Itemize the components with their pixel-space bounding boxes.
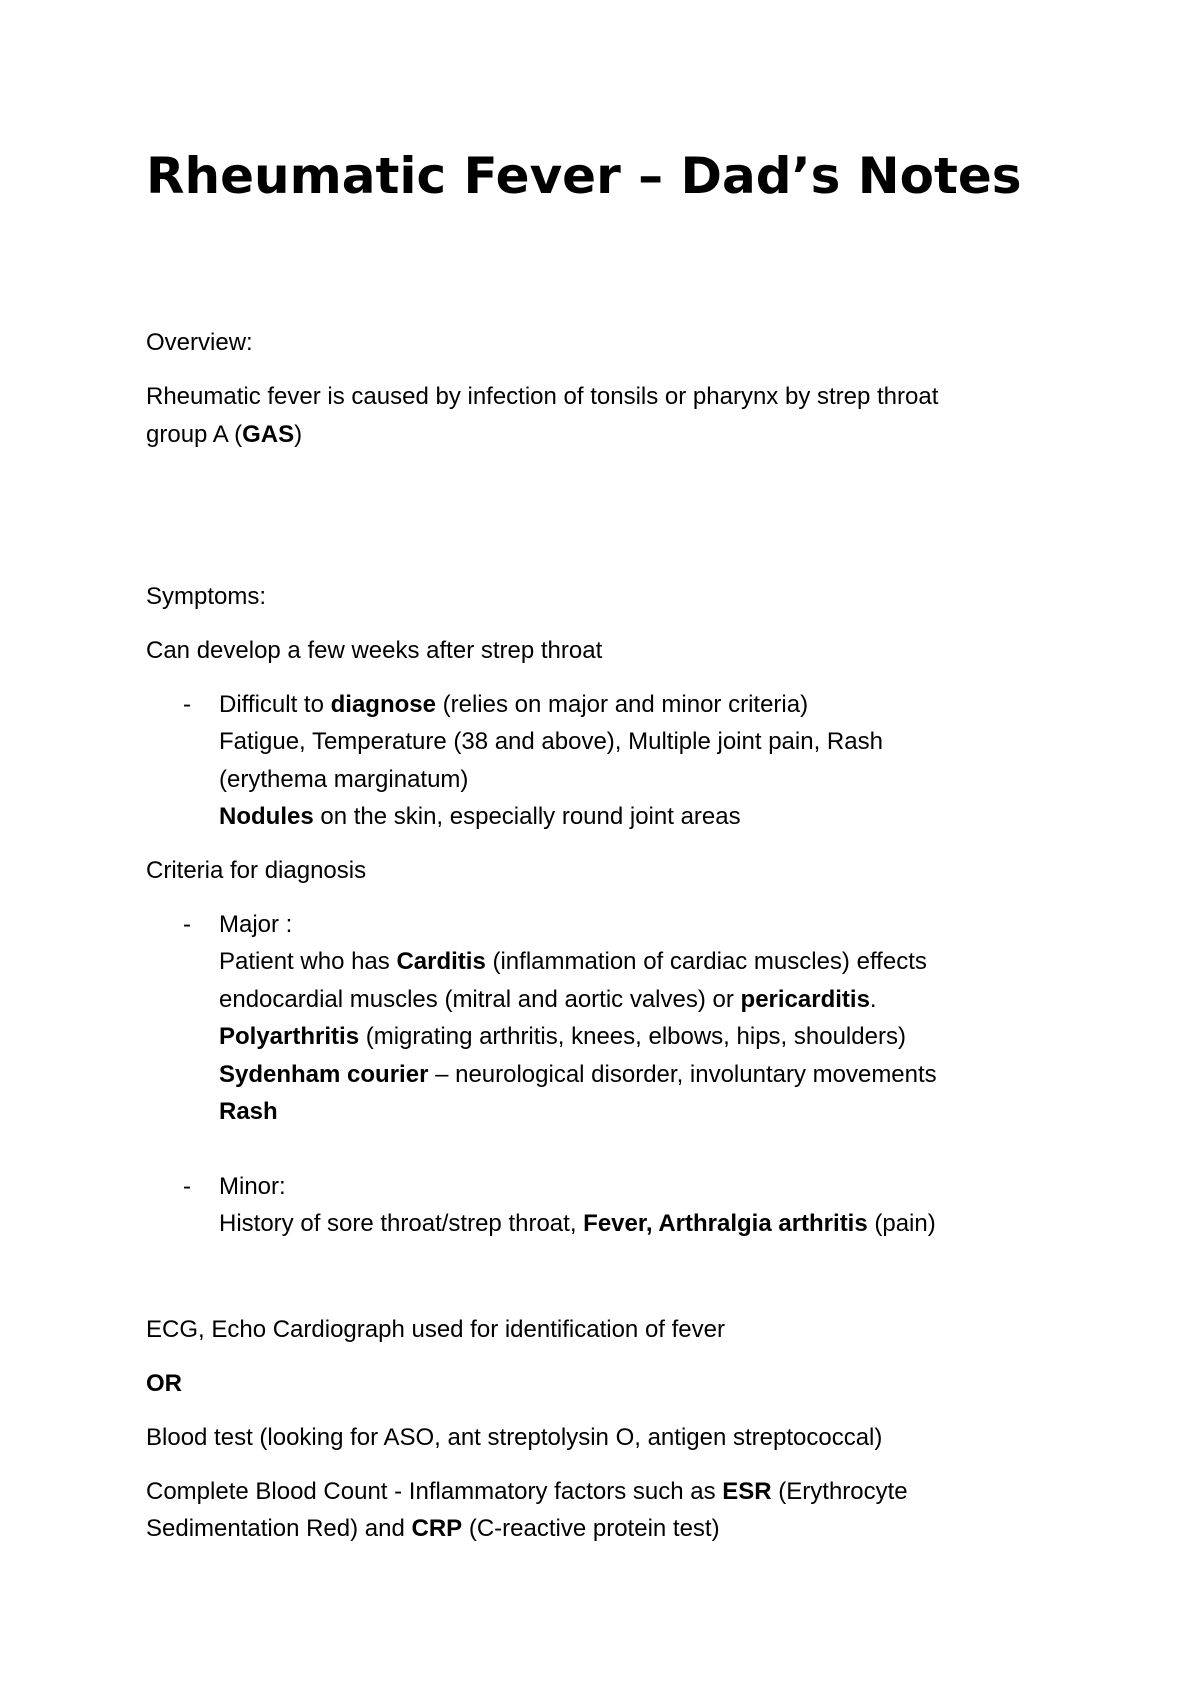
minor-dash: - [183, 1173, 191, 1200]
ecg-line: ECG, Echo Cardiograph used for identification of fever [146, 1316, 725, 1343]
bullet-dash: - [183, 691, 191, 718]
symptom-line-4: Nodules on the skin, especially round joint areas [219, 803, 741, 830]
major-line-4: Sydenham courier – neurological disorder, involuntary movements [219, 1061, 937, 1088]
overview-heading: Overview: [146, 329, 253, 356]
minor-label: Minor: [219, 1173, 286, 1200]
major-line-5: Rash [219, 1098, 278, 1125]
symptom-line-3: (erythema marginatum) [219, 766, 469, 793]
major-dash: - [183, 911, 191, 938]
overview-line-1: Rheumatic fever is caused by infection of tonsils or pharynx by strep throat [146, 383, 939, 410]
cbc-line-1: Complete Blood Count - Inflammatory factors such as ESR (Erythrocyte [146, 1478, 908, 1505]
symptoms-heading: Symptoms: [146, 583, 267, 610]
major-line-2: endocardial muscles (mitral and aortic valves) or pericarditis. [219, 986, 877, 1013]
cbc-line-2: Sedimentation Red) and CRP (C-reactive protein test) [146, 1515, 720, 1542]
major-line-3: Polyarthritis (migrating arthritis, knees, elbows, hips, shoulders) [219, 1023, 906, 1050]
minor-line-1: History of sore throat/strep throat, Fever, Arthralgia arthritis (pain) [219, 1210, 936, 1237]
major-label: Major : [219, 911, 293, 938]
overview-line-2: group A (GAS) [146, 421, 303, 448]
symptom-line-2: Fatigue, Temperature (38 and above), Multiple joint pain, Rash [219, 728, 883, 755]
symptoms-intro: Can develop a few weeks after strep throat [146, 637, 603, 664]
or-label: OR [146, 1370, 182, 1397]
criteria-heading: Criteria for diagnosis [146, 857, 367, 884]
page-title: Rheumatic Fever – Dad’s Notes [146, 147, 1022, 205]
major-line-1: Patient who has Carditis (inflammation of cardiac muscles) effects [219, 948, 927, 975]
blood-test-line: Blood test (looking for ASO, ant streptolysin O, antigen streptococcal) [146, 1424, 883, 1451]
symptom-line-1: Difficult to diagnose (relies on major and minor criteria) [219, 691, 809, 718]
